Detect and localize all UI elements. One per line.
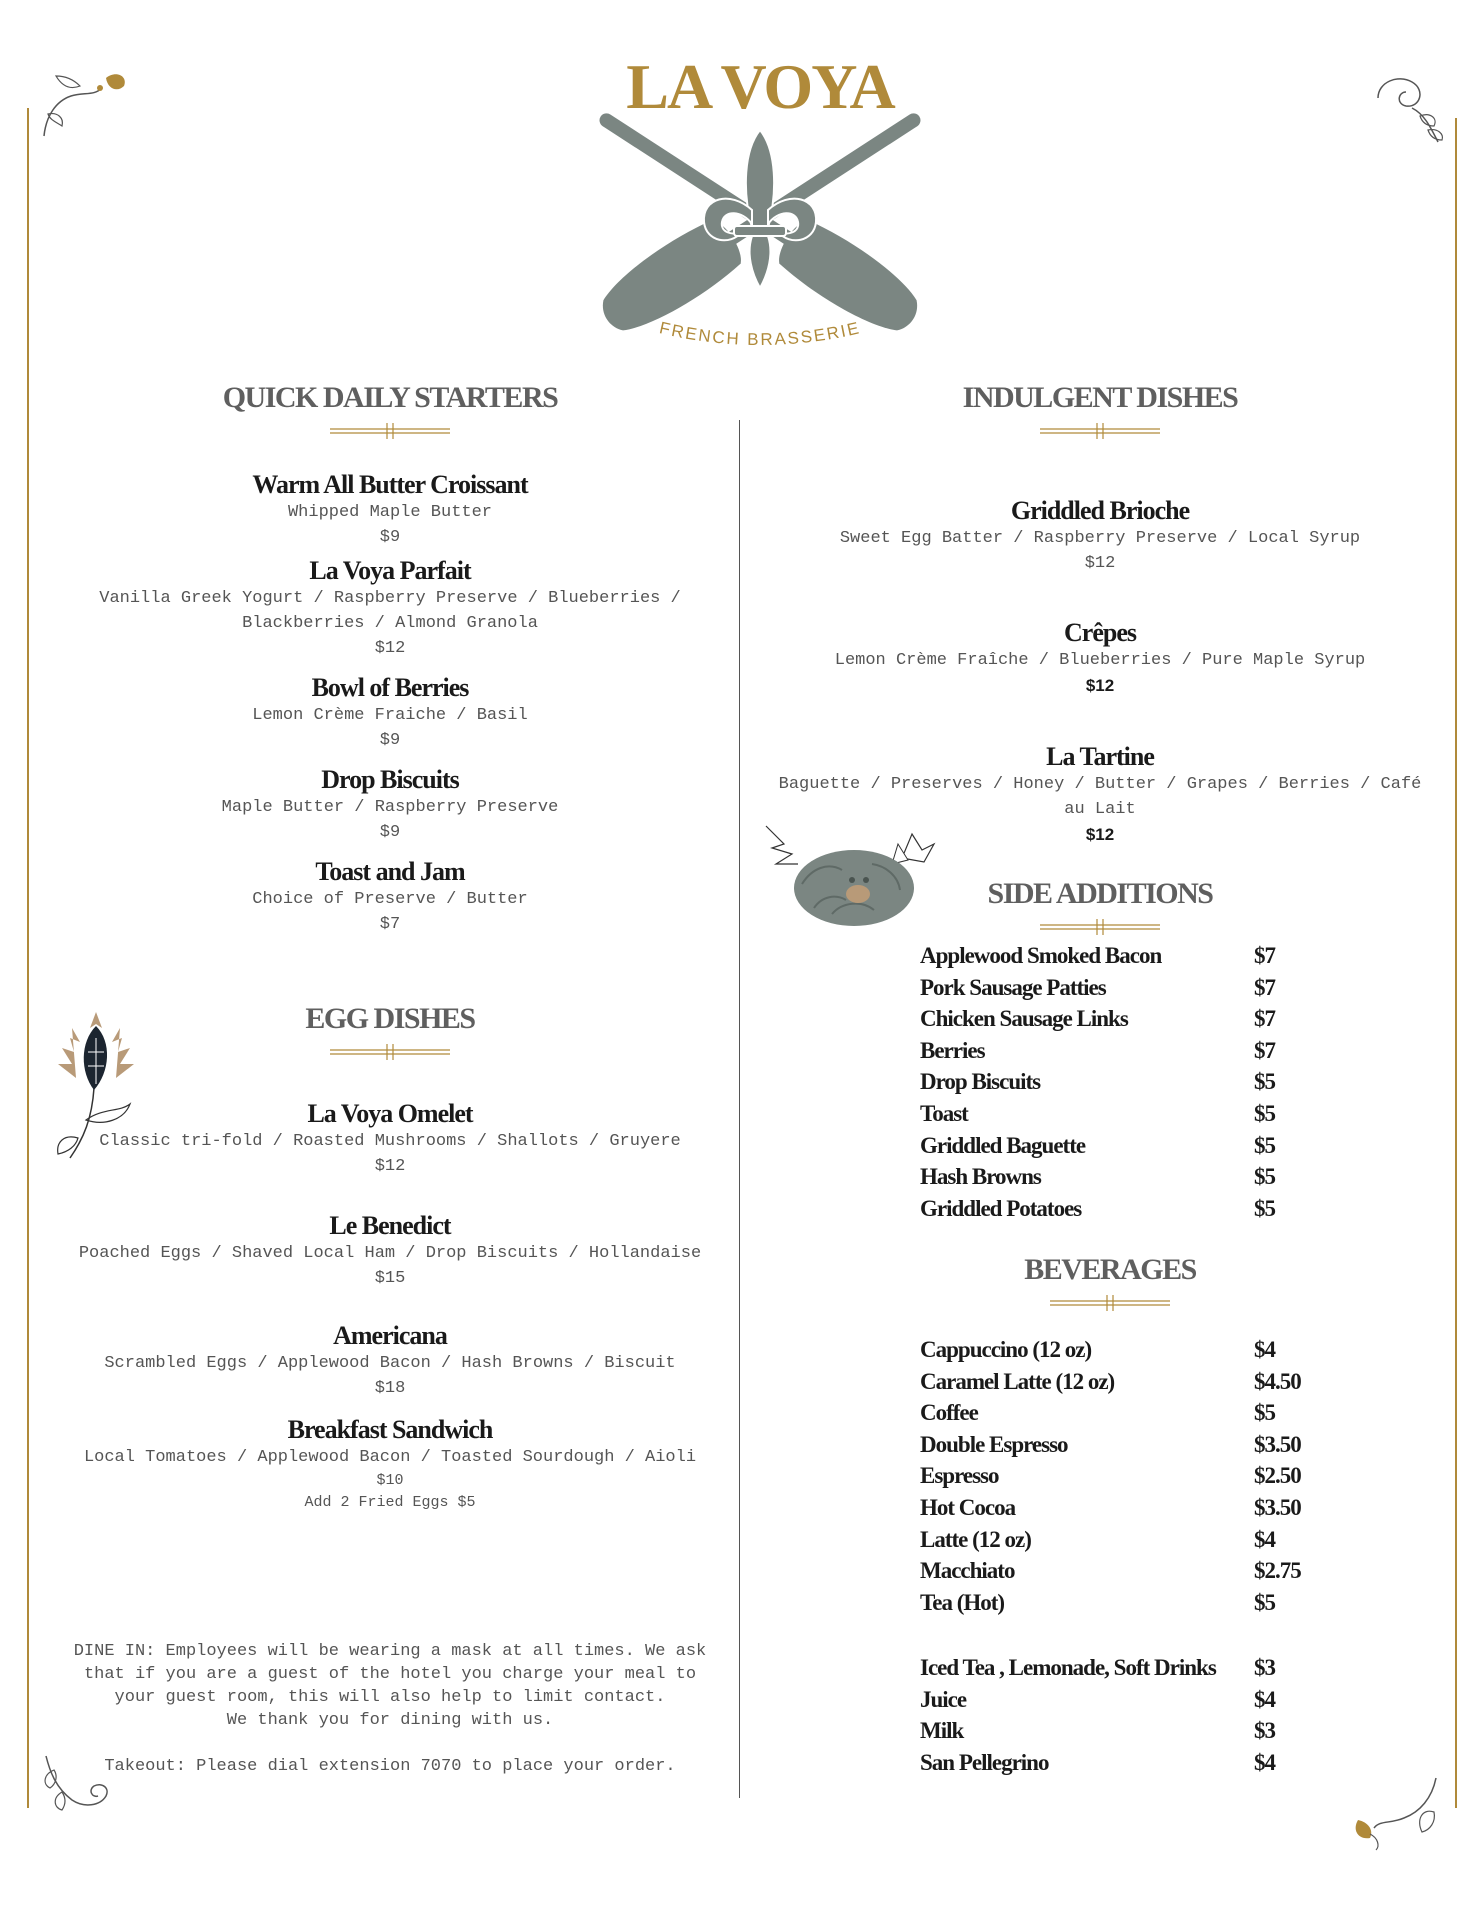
beverage-price: $2.75 [1254, 1558, 1301, 1584]
item-price: $9 [379, 823, 401, 842]
menu-item [760, 496, 1440, 576]
item-description: Sweet Egg Batter / Raspberry Preserve / Local Syrup [839, 529, 1361, 548]
item-name: La Voya Omelet [307, 1099, 473, 1128]
item-description: Local Tomatoes / Applewood Bacon / Toasted Sourdough / Aioli [83, 1448, 697, 1467]
notice-block [60, 1640, 720, 1778]
beverage-name: Espresso [920, 1463, 999, 1489]
beverage-price: $2.50 [1254, 1463, 1301, 1489]
corner-flourish-icon [36, 56, 132, 146]
beverage-item [920, 1652, 1340, 1684]
cold-beverages-list [920, 1652, 1340, 1778]
beverage-name: Iced Tea , Lemonade, Soft Drinks [920, 1655, 1216, 1680]
beverage-item [920, 1492, 1340, 1524]
beverage-price: $3.50 [1254, 1494, 1301, 1520]
item-description: Lemon Crème Fraîche / Blueberries / Pure Maple Syrup [834, 651, 1366, 670]
beverage-name: Caramel Latte (12 oz) [920, 1368, 1115, 1394]
item-name: Breakfast Sandwich [287, 1415, 493, 1444]
corner-flourish-icon [1350, 1772, 1444, 1856]
item-name: La Voya Parfait [309, 556, 471, 585]
side-price: $7 [1254, 943, 1275, 968]
section-rule-icon [330, 1043, 450, 1061]
menu-item [60, 1321, 720, 1401]
beverage-name: Cappuccino (12 oz) [920, 1337, 1092, 1362]
beverage-name: Macchiato [920, 1558, 1015, 1584]
column-divider [739, 420, 740, 1798]
side-item [920, 1193, 1340, 1225]
dine-in-notice: DINE IN: Employees will be wearing a mask at all times. We ask that if you are a guest of the hotel you charge your meal to your guest room, this will also help to limit contact. [73, 1642, 707, 1707]
item-name: Griddled Brioche [1010, 496, 1190, 525]
quick-starters-section [60, 380, 720, 937]
side-name: Toast [920, 1100, 968, 1126]
beverage-name: San Pellegrino [920, 1749, 1049, 1775]
item-add-on-note: Add 2 Fried Eggs $5 [304, 1494, 476, 1511]
beverage-name: Milk [920, 1718, 964, 1744]
beverage-item [920, 1747, 1340, 1779]
beverage-price: $5 [1254, 1589, 1275, 1615]
hot-beverages-list [920, 1334, 1340, 1618]
section-rule-icon [1040, 918, 1160, 936]
side-item [920, 1161, 1340, 1193]
item-description: Maple Butter / Raspberry Preserve [221, 798, 559, 817]
frame-line-right [1455, 118, 1457, 1808]
section-rule-icon [1040, 422, 1160, 440]
section-title: BEVERAGES [1024, 1253, 1196, 1286]
beverages-header [760, 1252, 1460, 1312]
section-title: EGG DISHES [305, 1002, 475, 1035]
item-description: Scrambled Eggs / Applewood Bacon / Hash Browns / Biscuit [104, 1354, 676, 1373]
brand-tagline: FRENCH BRASSERIE [657, 318, 863, 350]
beverage-item [920, 1429, 1340, 1461]
item-description: Poached Eggs / Shaved Local Ham / Drop Biscuits / Hollandaise [78, 1244, 702, 1263]
beverage-price: $4 [1254, 1749, 1275, 1775]
item-name: La Tartine [1046, 742, 1154, 771]
beverage-price: $5 [1254, 1400, 1275, 1426]
side-item [920, 972, 1340, 1004]
item-price: $7 [379, 915, 401, 934]
section-title: INDULGENT DISHES [962, 381, 1238, 414]
thistle-flower-icon [50, 1008, 146, 1168]
beverage-item [920, 1715, 1340, 1747]
item-price: $18 [374, 1379, 406, 1398]
beverage-name: Double Espresso [920, 1431, 1068, 1457]
sides-header [760, 876, 1440, 936]
right-column [760, 380, 1440, 847]
beverage-name: Tea (Hot) [920, 1589, 1005, 1615]
item-description: Lemon Crème Fraiche / Basil [252, 706, 528, 725]
item-price: $12 [1084, 554, 1116, 573]
beverage-item [920, 1460, 1340, 1492]
beverage-price: $4 [1254, 1526, 1275, 1552]
menu-item [60, 765, 720, 845]
item-price: $12 [1085, 676, 1115, 695]
item-name: Toast and Jam [315, 857, 465, 886]
beverage-price: $4 [1254, 1337, 1275, 1362]
egg-dishes-section [60, 1001, 720, 1514]
side-price: $5 [1254, 1195, 1275, 1221]
sides-list [920, 940, 1340, 1224]
side-price: $5 [1254, 1164, 1275, 1190]
indulgent-section [760, 380, 1440, 847]
beverage-name: Juice [920, 1686, 967, 1712]
section-title: QUICK DAILY STARTERS [222, 381, 558, 414]
beverage-name: Hot Cocoa [920, 1494, 1016, 1520]
side-item [920, 1003, 1340, 1035]
beverage-price: $3 [1254, 1718, 1275, 1744]
side-name: Griddled Baguette [920, 1132, 1086, 1158]
beverage-price: $3 [1254, 1655, 1275, 1680]
corner-flourish-icon [1368, 68, 1450, 150]
beverage-item [920, 1397, 1340, 1429]
brand-name: LA VOYA [626, 51, 894, 122]
section-title: SIDE ADDITIONS [987, 877, 1213, 910]
item-name: Crêpes [1064, 618, 1136, 647]
beverage-item [920, 1524, 1340, 1556]
menu-item [60, 857, 720, 937]
menu-item [60, 1211, 720, 1291]
side-price: $7 [1254, 1037, 1275, 1063]
side-item [920, 1035, 1340, 1067]
beverage-name: Latte (12 oz) [920, 1526, 1031, 1552]
item-price: $9 [379, 528, 401, 547]
item-description: Choice of Preserve / Butter [252, 890, 528, 909]
beverage-item [920, 1555, 1340, 1587]
beverage-item [920, 1334, 1340, 1366]
section-rule-icon [330, 422, 450, 440]
item-name: Le Benedict [329, 1211, 451, 1240]
beverage-name: Coffee [920, 1400, 978, 1426]
side-item [920, 1130, 1340, 1162]
beverage-item [920, 1684, 1340, 1716]
side-price: $5 [1254, 1069, 1275, 1095]
item-price: $10 [376, 1472, 404, 1489]
menu-item [60, 556, 720, 661]
side-name: Berries [920, 1037, 985, 1063]
takeout-notice: Takeout: Please dial extension 7070 to place your order. [104, 1757, 676, 1776]
item-name: Drop Biscuits [321, 765, 459, 794]
beverage-price: $4 [1254, 1686, 1275, 1712]
beverage-price: $4.50 [1254, 1368, 1301, 1394]
beverage-item [920, 1366, 1340, 1398]
menu-item [60, 1099, 720, 1179]
item-price: $15 [374, 1269, 406, 1288]
item-price: $12 [374, 1157, 406, 1176]
menu-item [60, 1415, 720, 1514]
section-rule-icon [1050, 1294, 1170, 1312]
la-voya-logo [520, 50, 1000, 370]
beverage-price: $3.50 [1254, 1431, 1301, 1457]
frame-line-left [27, 108, 29, 1808]
side-name: Pork Sausage Patties [920, 974, 1106, 1000]
side-name: Chicken Sausage Links [920, 1006, 1128, 1032]
item-name: Americana [333, 1321, 447, 1350]
left-column [60, 380, 720, 1514]
side-price: $5 [1254, 1132, 1275, 1158]
item-name: Bowl of Berries [311, 673, 469, 702]
side-price: $7 [1254, 974, 1275, 1000]
item-description: Classic tri-fold / Roasted Mushrooms / Shallots / Gruyere [99, 1132, 681, 1151]
thanks-notice: We thank you for dining with us. [226, 1711, 554, 1730]
side-name: Applewood Smoked Bacon [920, 943, 1162, 968]
side-item [920, 940, 1340, 972]
side-price: $5 [1254, 1100, 1275, 1126]
item-description: Baguette / Preserves / Honey / Butter / Grapes / Berries / Café au Lait [778, 775, 1422, 819]
beverage-item [920, 1587, 1340, 1619]
menu-item [60, 673, 720, 753]
side-item [920, 1066, 1340, 1098]
menu-item [760, 618, 1440, 698]
item-price: $12 [374, 639, 406, 658]
side-item [920, 1098, 1340, 1130]
item-price: $12 [1085, 825, 1115, 844]
side-name: Griddled Potatoes [920, 1195, 1082, 1221]
side-price: $7 [1254, 1006, 1275, 1032]
svg-text:FRENCH BRASSERIE [658, 318, 863, 349]
item-description: Whipped Maple Butter [287, 503, 493, 522]
item-name: Warm All Butter Croissant [252, 470, 528, 499]
item-price: $9 [379, 731, 401, 750]
menu-item [60, 470, 720, 550]
side-name: Hash Browns [920, 1164, 1041, 1190]
item-description: Vanilla Greek Yogurt / Raspberry Preserve / Blueberries / Blackberries / Almond Granola [99, 589, 681, 633]
side-name: Drop Biscuits [920, 1069, 1041, 1095]
